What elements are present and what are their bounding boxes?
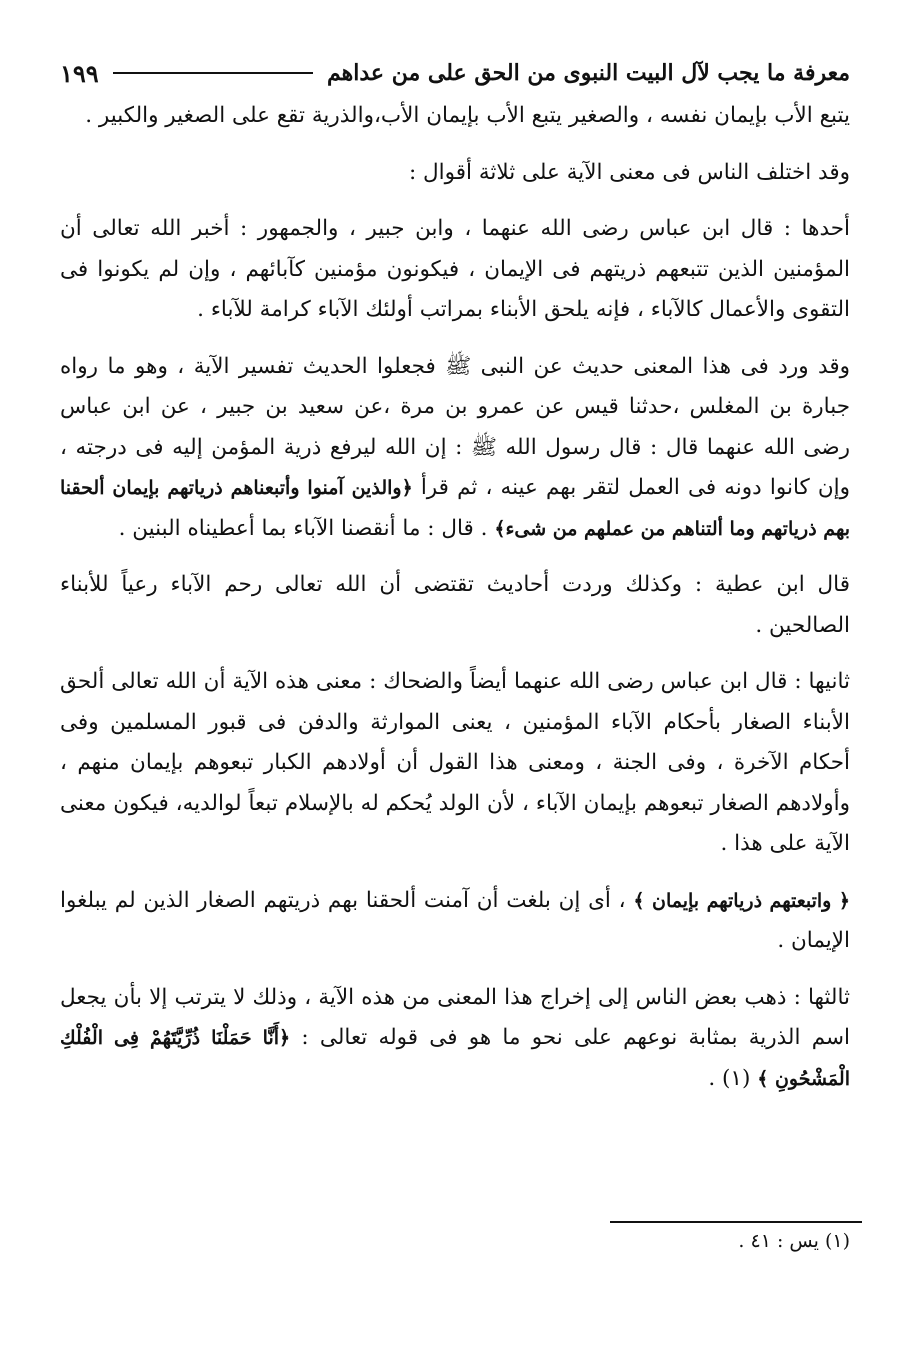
paragraph-text: ثانيها : قال ابن عباس رضى الله عنهما أيضاً والضحاك : معنى هذه الآية أن الله تعالى ألحق الأبناء الصغار بأحكام الآباء المؤمنين ، يعنى الموارثة والدفن فى قبور المسلمين وفى أحكام الآخرة ، وفى الجنة ، ومعنى هذا القول أن أولادهم الكبار تبعوهم بإيمان منهم ، وأولادهم الصغار تبعوهم بإيمان الآباء ، لأن الولد يُحكم له بالإسلام تبعاً لوالديه، فيكون معنى الآية على هذا . (60, 669, 850, 856)
footnote: (١) يس : ٤١ . (738, 1230, 850, 1252)
paragraph-8 (60, 978, 850, 1100)
paragraph-text: وقد ورد فى هذا المعنى حديث عن النبى ﷺ فجعلوا الحديث تفسير الآية ، وهو ما رواه جبارة بن المغلس ،حدثنا قيس عن عمرو بن مرة ،عن سعيد بن جبير ، عن ابن عباس رضى الله عنهما قال : قال رسول الله ﷺ : إن الله ليرفع ذرية المؤمن إليه فى درجته ، وإن كانوا دونه فى العمل لتقر بهم عينه ، ثم قرأ (60, 353, 850, 500)
page-number: ١٩٩ (60, 58, 99, 88)
paragraph-3 (60, 209, 850, 331)
header-title: معرفة ما يجب لآل البيت النبوى من الحق على من عداهم (327, 60, 850, 86)
paragraph-text: يتبع الأب بإيمان نفسه ، والصغير يتبع الأب بإيمان الأب،والذرية تقع على الصغير والكبير . (85, 103, 850, 128)
quran-quote: ﴿أَنَّا حَمَلْنَا ذُرِّيَّتَهُمْ فِى الْفُلْكِ الْمَشْحُونِ ﴾ (60, 1027, 850, 1090)
footnote-separator (610, 1221, 862, 1223)
paragraph-7 (60, 881, 850, 962)
paragraph-6 (60, 662, 850, 865)
paragraph-5 (60, 565, 850, 646)
quran-quote: ﴿ واتبعتهم ذرياتهم بإيمان ﴾ (633, 889, 850, 912)
paragraph-text: ثالثها : ذهب بعض الناس إلى إخراج هذا المعنى من هذه الآية ، وذلك لا يترتب إلا بأن يجعل اسم الذرية بمثابة نوعهم على نحو ما هو فى قوله تعالى : (60, 984, 850, 1050)
paragraph-4 (60, 347, 850, 550)
paragraph-text: . قال : ما أنقصنا الآباء بما أعطيناه البنين . (118, 515, 495, 541)
running-header (60, 50, 850, 96)
page-body (60, 50, 850, 1099)
paragraph-text: قال ابن عطية : وكذلك وردت أحاديث تقتضى أن الله تعالى رحم الآباء رعياً للأبناء الصالحين . (60, 572, 850, 638)
paragraph-text: (١) . (708, 1065, 758, 1091)
quran-quote: ﴿والذين آمنوا وأتبعناهم ذرياتهم بإيمان ألحقنا بهم ذرياتهم وما ألتناهم من عملهم من شىء﴾ (60, 477, 850, 540)
paragraph-text: أحدها : قال ابن عباس رضى الله عنهما ، وابن جبير ، والجمهور : أخبر الله تعالى أن المؤمنين الذين تتبعهم ذريتهم فى الإيمان ، فيكونون مؤمنين كآبائهم ، وإن لم يكونوا فى التقوى والأعمال كالآباء ، فإنه يلحق الأبناء بمراتب أولئك الآباء كرامة للآباء . (60, 216, 850, 322)
paragraph-1 (60, 96, 850, 137)
paragraph-text: وقد اختلف الناس فى معنى الآية على ثلاثة أقوال : (408, 159, 850, 185)
header-rule (113, 72, 313, 74)
paragraph-text: ، أى إن بلغت أن آمنت ألحقنا بهم ذريتهم الصغار الذين لم يبلغوا الإيمان . (60, 887, 850, 953)
paragraph-2 (60, 153, 850, 194)
